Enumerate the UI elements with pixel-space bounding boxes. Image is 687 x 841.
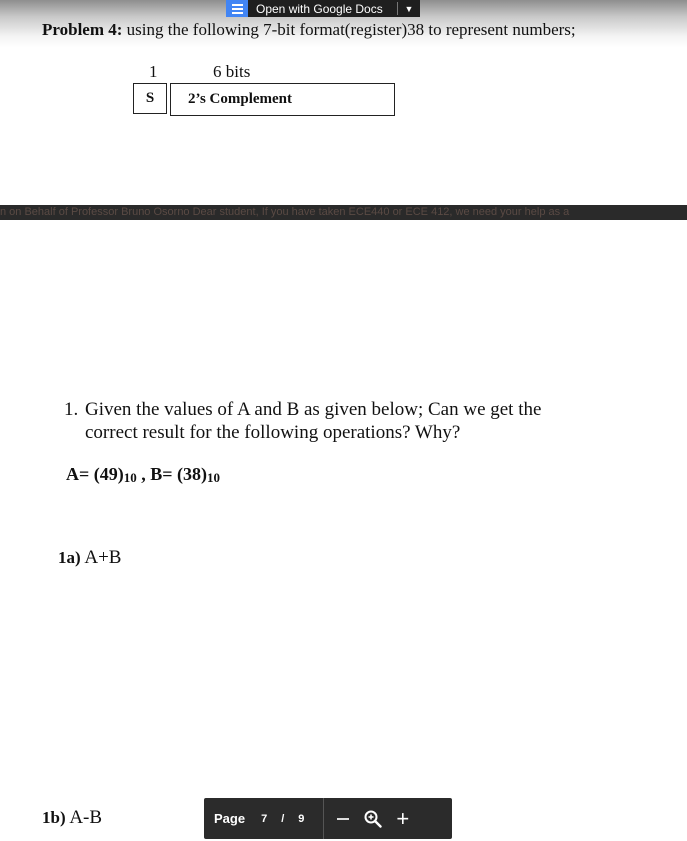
values-separator: , [136, 464, 151, 484]
value-a: A= (49) [66, 464, 124, 484]
total-pages: 9 [298, 812, 305, 825]
page-slash: / [281, 812, 285, 825]
part-1b-label: 1b) [42, 808, 66, 827]
magnitude-bit-count: 6 bits [213, 62, 251, 81]
given-values [66, 464, 220, 486]
part-1a-expression: A+B [84, 547, 122, 568]
question-number: 1. [64, 399, 79, 420]
open-with-label: Open with Google Docs [256, 1, 383, 16]
notification-banner[interactable]: n on Behalf of Professor Bruno Osorno Dear student, If you have taken ECE440 or ECE 412, we need your help as a [0, 205, 687, 220]
page-label: Page [214, 811, 246, 826]
sign-cell: S [133, 83, 167, 114]
page-navigator [204, 798, 452, 839]
value-b: B= (38) [150, 464, 208, 484]
part-1a-label: 1a) [58, 548, 81, 567]
value-a-base: 10 [123, 470, 137, 485]
zoom-out-icon[interactable] [337, 818, 349, 820]
current-page[interactable]: 7 [261, 812, 268, 825]
complement-cell: 2’s Complement [170, 83, 395, 116]
problem-heading [42, 20, 576, 40]
value-b-base: 10 [207, 470, 221, 485]
problem-description: using the following 7-bit format(register)38 to represent numbers; [126, 20, 576, 39]
zoom-in-icon[interactable]: + [396, 805, 410, 831]
zoom-magnifier-icon[interactable] [364, 810, 382, 828]
pager-divider [323, 798, 324, 839]
open-with-google-docs-button[interactable] [226, 0, 420, 17]
part-1a [58, 547, 121, 569]
sign-bit-count: 1 [149, 62, 158, 81]
problem-title: Problem 4: [42, 20, 123, 39]
part-1b [42, 807, 102, 829]
google-docs-icon [226, 0, 248, 17]
question-text: Given the values of A and B as given below; Can we get the correct result for the following operations? Why? [85, 399, 542, 443]
dropdown-caret-icon[interactable]: ▼ [404, 3, 414, 14]
part-1b-expression: A-B [69, 807, 103, 828]
